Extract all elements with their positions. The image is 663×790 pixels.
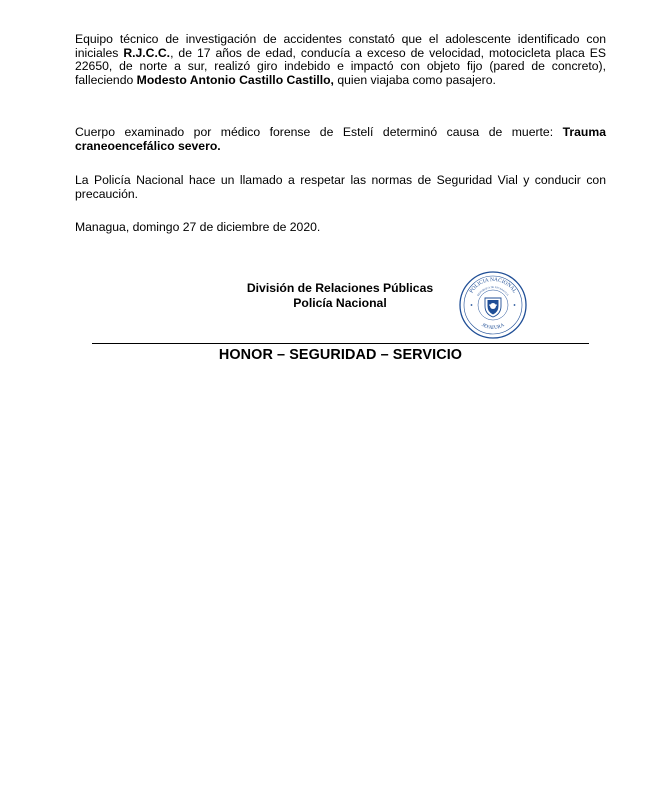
- p2-cause-of-death: Trauma craneoencefálico severo.: [75, 125, 606, 153]
- p1-text-2: , de 17 años de edad, conducía a exceso de velocidad, motocicleta placa ES 22650, de norte a sur, realizó giro indebido e impactó con objeto fijo (pared de concreto), falleciendo: [75, 45, 606, 87]
- signature-block: [220, 281, 460, 311]
- signature-department: División de Relaciones Públicas: [246, 281, 434, 295]
- paragraph-accident-report: [75, 33, 606, 87]
- signature-institution: Policía Nacional: [293, 296, 387, 310]
- seal-bottom-text: JEFATURA: [480, 323, 506, 332]
- seal-top-text: POLICIA NACIONAL: [468, 276, 518, 295]
- p3-text-1: La Policía Nacional hace un llamado a respetar las normas de Seguridad Vial y conducir con precaución.: [75, 173, 606, 201]
- police-seal-icon: [458, 270, 528, 340]
- motto: HONOR – SEGURIDAD – SERVICIO: [218, 347, 463, 363]
- paragraph-date: [75, 221, 606, 235]
- p1-victim-name: Modesto Antonio Castillo Castillo,: [136, 72, 334, 87]
- p4-date-line: Managua, domingo 27 de diciembre de 2020.: [75, 220, 321, 234]
- p1-initials: R.J.C.C.: [123, 45, 171, 60]
- divider-line: [92, 343, 589, 344]
- police-shield-icon: [485, 298, 501, 317]
- paragraph-forensic: [75, 126, 606, 153]
- seal-sub-text: REPUBLICA DE NICARAGUA: [476, 285, 510, 297]
- p1-text-3: quien viajaba como pasajero.: [333, 72, 496, 87]
- p2-text-1: Cuerpo examinado por médico forense de Estelí determinó causa de muerte:: [75, 125, 563, 139]
- paragraph-safety-call: [75, 174, 606, 201]
- p1-text-1: Equipo técnico de investigación de accidentes constató que el adolescente identificado con iniciales: [75, 32, 606, 60]
